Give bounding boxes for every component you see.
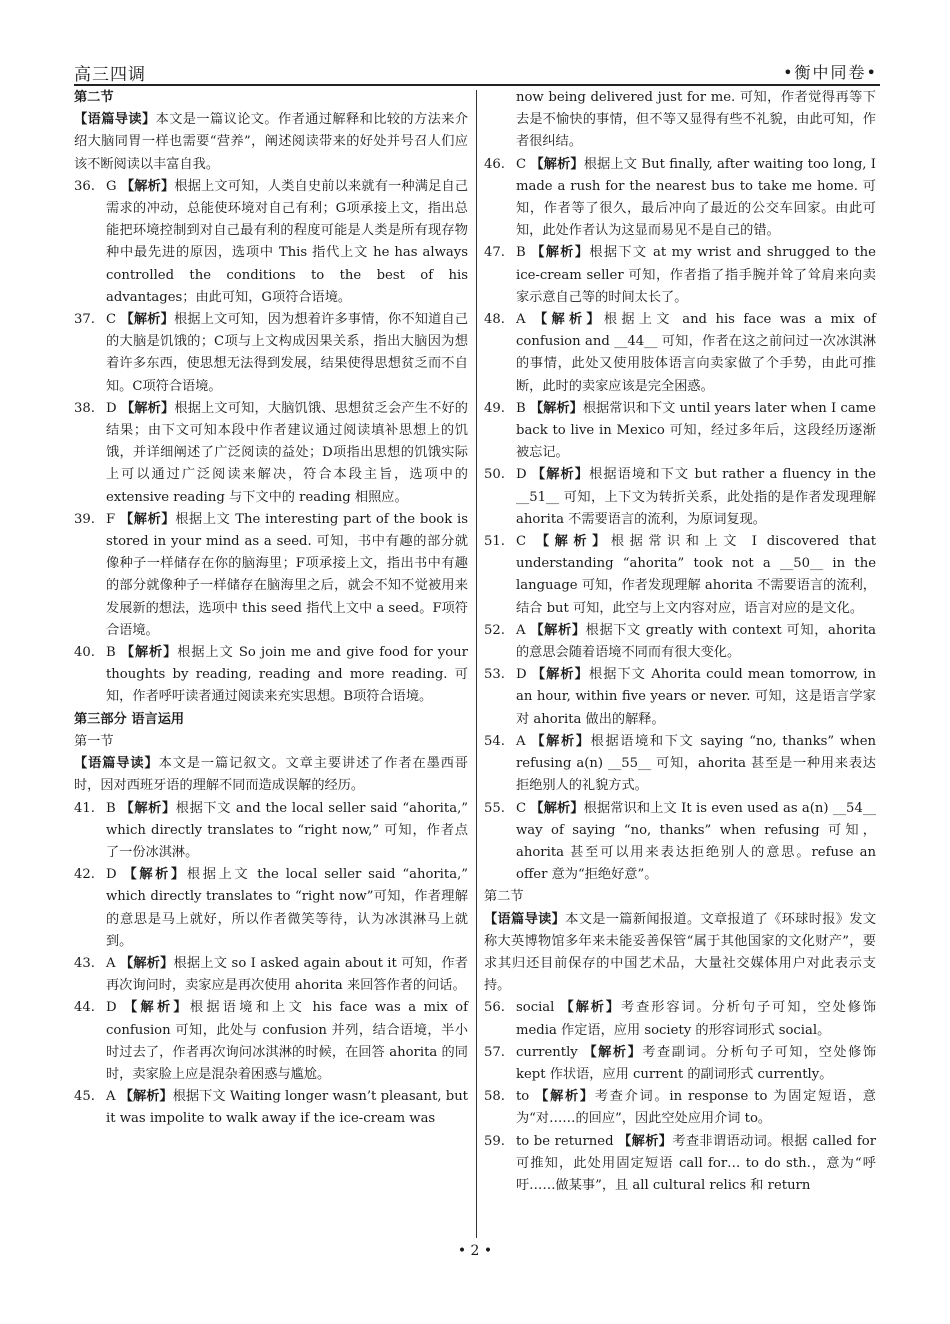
passage-guide [484, 909, 876, 998]
item-body [106, 864, 468, 953]
analysis-tag: 【解析】 [530, 156, 584, 172]
item-answer: D [106, 867, 117, 883]
item-answer: G [106, 178, 117, 194]
item-text: 根据常识和上文 I discovered that understanding “ahorita” took not a __50__ in the language 可知，作者发现理解 ahorita 不需要语言的流利，结合 but 可知，此空与上文内容对应，语言对应的是文化。 [516, 534, 876, 616]
item-answer: to [516, 1089, 530, 1105]
item-answer: social [516, 1000, 555, 1016]
analysis-tag: 【解析】 [583, 1044, 643, 1060]
item-body [516, 1042, 876, 1086]
section-heading: 第一节 [74, 733, 114, 749]
item-text: 考查形容词。分析句子可知，空处修饰 media 作定语，应用 society 的形容词形式 social。 [516, 1000, 877, 1038]
item-number: 55. [484, 800, 505, 816]
item-number: 44. [74, 1000, 95, 1016]
item-answer: A [516, 733, 526, 749]
item-number: 52. [484, 622, 505, 638]
analysis-tag: 【解析】 [534, 312, 604, 328]
item-answer: D [106, 400, 117, 416]
item-body [516, 242, 876, 309]
item-answer: D [516, 467, 527, 483]
item-answer: B [106, 645, 116, 661]
item-answer: A [106, 1089, 116, 1105]
item-number: 57. [484, 1044, 505, 1060]
item-text: 根据上文可知，因为想着许多事情，你不知道自己的大脑是饥饿的；C项与上文构成因果关系，指出大脑因为想着许多东西，使思想无法得到发展，结果使得思想贫乏而不自知。C项符合语境。 [106, 312, 469, 394]
item-number: 49. [484, 400, 505, 416]
analysis-tag: 【解析】 [119, 1089, 173, 1105]
analysis-tag: 【解析】 [560, 1000, 621, 1016]
answer-item [484, 664, 876, 731]
item-answer: currently [516, 1044, 578, 1060]
analysis-tag: 【解析】 [119, 955, 174, 971]
right-column [484, 87, 876, 1197]
guide-text: 本文是一篇议论文。作者通过解释和比较的方法来介绍大脑同胃一样也需要“营养”，阐述阅读带来的好处并号召人们应该不断阅读以丰富自我。 [74, 112, 469, 172]
item-answer: C [516, 534, 527, 550]
header-right-title: •衡中同卷• [783, 63, 878, 82]
answer-item [484, 398, 876, 465]
item-text: 根据常识和上文 It is even used as a(n) __54__ way of saying “no, thanks” when refusing 可知，ahorita 甚至可以用来表达拒绝别人的意思。refuse an offer 意为“拒绝好意”。 [516, 800, 877, 883]
column-divider [476, 90, 477, 1238]
answer-item [484, 1131, 876, 1198]
item-body [516, 531, 876, 620]
guide-text: 本文是一篇记叙文。文章主要讲述了作者在墨西哥时，因对西班牙语的理解不同而造成误解的经历。 [74, 756, 468, 794]
item-number: 41. [74, 800, 95, 816]
item-body [106, 997, 468, 1086]
analysis-tag: 【解析】 [120, 645, 178, 661]
item-text: 根据上文 and his face was a mix of confusion and __44__ 可知，作者在这之前问过一次冰淇淋的事情，此处又使用肢体语言向卖家做了个手势，由此可推断，此时的卖家应该是完全困惑。 [516, 312, 876, 394]
analysis-tag: 【解析】 [531, 733, 591, 749]
item-answer: D [516, 667, 527, 683]
item-number: 50. [484, 467, 505, 483]
answer-item [484, 464, 876, 531]
item-body [516, 620, 876, 664]
answer-item [74, 509, 468, 642]
item-text: 根据上文 so I asked again about it 可知，作者再次询问时，卖家应是再次使用 ahorita 来回答作者的问话。 [106, 955, 468, 994]
analysis-tag: 【解析】 [618, 1133, 673, 1149]
analysis-tag: 【解析】 [119, 511, 176, 527]
guide-text: 本文是一篇新闻报道。文章报道了《环球时报》发文称大英博物馆多年来未能妥善保管“属于其他国家的文化财产”，要求其归还目前保存的中国艺术品，大量社交媒体用户对此表示支持。 [484, 911, 877, 994]
analysis-tag: 【解析】 [124, 1000, 190, 1016]
item-number: 43. [74, 955, 95, 971]
analysis-tag: 【解析】 [530, 800, 584, 816]
answer-item [74, 176, 468, 309]
item-number: 45. [74, 1089, 95, 1105]
answer-item [74, 642, 468, 709]
answer-item [484, 997, 876, 1041]
item-answer: B [516, 400, 526, 416]
item-text: 根据下文 Ahorita could mean tomorrow, in an hour, within five years or never. 可知，这是语言学家对 ahorita 做出的解释。 [516, 667, 876, 727]
item-number: 40. [74, 645, 95, 661]
item-number: 36. [74, 178, 95, 194]
item-number: 56. [484, 1000, 505, 1016]
item-answer: to be returned [516, 1133, 614, 1149]
item-text: 考查副词。分析句子可知，空处修饰 kept 作状语，应用 current 的副词形式 currently。 [516, 1044, 877, 1082]
item-body [516, 1131, 876, 1198]
analysis-tag: 【解析】 [120, 178, 175, 194]
item-number: 37. [74, 312, 95, 328]
answer-item [74, 1086, 468, 1130]
answer-item [484, 1042, 876, 1086]
item-text: 根据下文 at my wrist and shrugged to the ice-cream seller 可知，作者指了指手腕并耸了耸肩来向卖家示意自己等的时间太长了。 [516, 245, 876, 305]
item-answer: C [516, 800, 527, 816]
item-answer: A [106, 955, 116, 971]
header-left-title: 高三四调 [74, 65, 146, 85]
answer-item [484, 1086, 876, 1130]
analysis-tag: 【解析】 [120, 800, 176, 816]
item-number: 51. [484, 534, 505, 550]
item-number: 42. [74, 867, 95, 883]
item-text: 根据上文可知，大脑饥饿、思想贫乏会产生不好的结果；由下文可知本段中作者建议通过阅读填补思想上的饥饿，并详细阐述了广泛阅读的益处；D项指出思想的饥饿实际上可以通过广泛阅读来解决，符合本段主旨，选项中的 extensive reading 与下文中的 reading 相照应。 [106, 400, 468, 505]
answer-item [484, 798, 876, 887]
item-text: 根据上文可知，人类自史前以来就有一种满足自己需求的冲动，总能使环境对自己有利；G项承接上文，指出总能把环境控制到对自己最有利的程度可能是人类是所有现存物种中最先进的原因，选项中 This 指代上文 he has always controlled the conditions to the best of his advantages；由此可知，G项符合语境。 [106, 178, 469, 305]
section-heading: 第二节 [74, 90, 114, 105]
passage-guide [74, 109, 468, 176]
item-body [106, 176, 468, 309]
answer-item [484, 242, 876, 309]
analysis-tag: 【解析】 [531, 467, 590, 483]
answer-item [484, 620, 876, 664]
section-heading: 第三部分 语言运用 [74, 711, 185, 727]
answer-item [74, 798, 468, 865]
item-body [106, 309, 468, 398]
item-body [516, 154, 876, 243]
answer-item [74, 309, 468, 398]
item-number: 58. [484, 1089, 505, 1105]
page-number: • 2 • [457, 1243, 493, 1259]
analysis-tag: 【解析】 [530, 622, 586, 638]
item-text: 根据语境和下文 but rather a fluency in the __51__ 可知，上下文为转折关系，此处指的是作者发现理解 ahorita 不需要语言的流利，为原词复现。 [516, 467, 876, 527]
item-body [516, 309, 876, 398]
item-text: 根据语境和下文 saying “no, thanks” when refusing a(n) __55__ 可知，ahorita 甚至是一种用来表达拒绝别人的礼貌方式。 [516, 733, 876, 794]
answer-item [484, 531, 876, 620]
item-body [106, 1086, 468, 1130]
item-number: 46. [484, 156, 505, 172]
item-text: 根据常识和下文 until years later when I came back to live in Mexico 可知，经过多年后，这段经历逐渐被忘记。 [516, 400, 876, 461]
analysis-tag: 【解析】 [535, 1089, 595, 1105]
answer-item [484, 731, 876, 798]
guide-tag: 【语篇导读】 [74, 756, 159, 772]
item-body [516, 464, 876, 531]
guide-tag: 【语篇导读】 [484, 911, 566, 927]
item-body [516, 1086, 876, 1130]
answer-item [484, 309, 876, 398]
item-text: 根据上文 The interesting part of the book is stored in your mind as a seed. 可知，书中有趣的部分就像种子一样储存在你的脑海里；F项承接上文，指出书中有趣的部分就像种子一样储存在脑海里之后，就会不知不觉被用来发展新的想法，选项中 this seed 指代上文中 a seed。F项符合语境。 [106, 511, 469, 638]
answer-item [74, 398, 468, 509]
item-answer: B [106, 800, 116, 816]
item-body [516, 398, 876, 465]
item-body [516, 997, 876, 1041]
answer-item [484, 154, 876, 243]
item-body [516, 664, 876, 731]
item-number: 48. [484, 312, 505, 328]
item-number: 38. [74, 400, 95, 416]
item-text: 考查介词。in response to 为固定短语，意为“对……的回应”，因此空处应用介词 to。 [516, 1089, 876, 1127]
section-heading: 第二节 [484, 889, 524, 905]
continued-text: now being delivered just for me. 可知，作者觉得再等下去是不愉快的事情，但不等又显得有些不礼貌，由此可知，作者很纠结。 [516, 90, 876, 150]
passage-guide [74, 753, 468, 797]
answer-item [74, 864, 468, 953]
analysis-tag: 【解析】 [535, 534, 611, 550]
item-text: 根据语境和上文 his face was a mix of confusion 可知，此处与 confusion 并列，结合语境，半小时过去了，作者再次询问冰淇淋的时候，在回答 ahorita 的同时，卖家脸上应是混杂着困惑与尴尬。 [106, 1000, 468, 1082]
item-number: 59. [484, 1133, 505, 1149]
item-body [516, 731, 876, 798]
page-header [74, 60, 878, 86]
item-body [106, 642, 468, 709]
item-text: 根据下文 Waiting longer wasn’t pleasant, but it was impolite to walk away if the ice-cream was [106, 1089, 468, 1127]
item-number: 39. [74, 511, 95, 527]
item-answer: C [106, 312, 117, 328]
item-body [106, 798, 468, 865]
item-answer: F [106, 511, 116, 527]
item-answer: B [516, 245, 526, 261]
item-body [106, 509, 468, 642]
analysis-tag: 【解析】 [531, 667, 589, 683]
item-answer: A [516, 312, 526, 328]
analysis-tag: 【解析】 [529, 400, 583, 416]
item-number: 54. [484, 733, 505, 749]
answer-item [74, 953, 468, 997]
item-answer: A [516, 622, 526, 638]
item-answer: C [516, 156, 527, 172]
item-text: 考查非谓语动词。根据 called for 可推知，此处用固定短语 call for… to do sth.，意为“呼吁……做某事”，且 all cultural relics 和 return [516, 1133, 877, 1193]
item-number: 53. [484, 667, 505, 683]
analysis-tag: 【解析】 [120, 312, 174, 328]
analysis-tag: 【解析】 [120, 400, 175, 416]
answer-item [74, 997, 468, 1086]
left-column [74, 87, 468, 1131]
item-body [516, 798, 876, 887]
item-text: 根据上文 the local seller said “ahorita,” which directly translates to “right now”可知，作者理解的意思是马上就好，所以作者微笑等待，认为冰淇淋马上就到。 [106, 867, 468, 949]
item-number: 47. [484, 245, 505, 261]
item-body [106, 953, 468, 997]
analysis-tag: 【解析】 [123, 867, 187, 883]
item-text: 根据下文 and the local seller said “ahorita,” which directly translates to “right now,” 可知，作者点了一份冰淇淋。 [106, 800, 468, 860]
item-text: 根据上文 But finally, after waiting too long, I made a rush for the nearest bus to take me home. 可知，作者等了很久，最后冲向了最近的公交车回家。由此可知，此处作者认为这显而易见不是自己的错。 [516, 156, 876, 239]
item-text: 根据上文 So join me and give food for your thoughts by reading, reading and more reading. 可知，作者呼吁读者通过阅读来充实思想。B项符合语境。 [106, 645, 468, 705]
analysis-tag: 【解析】 [531, 245, 590, 261]
header-rule [74, 84, 880, 86]
guide-tag: 【语篇导读】 [74, 112, 156, 128]
item-answer: D [106, 1000, 117, 1016]
item-body [106, 398, 468, 509]
item-text: 根据下文 greatly with context 可知，ahorita 的意思会随着语境不同而有很大变化。 [516, 622, 876, 661]
